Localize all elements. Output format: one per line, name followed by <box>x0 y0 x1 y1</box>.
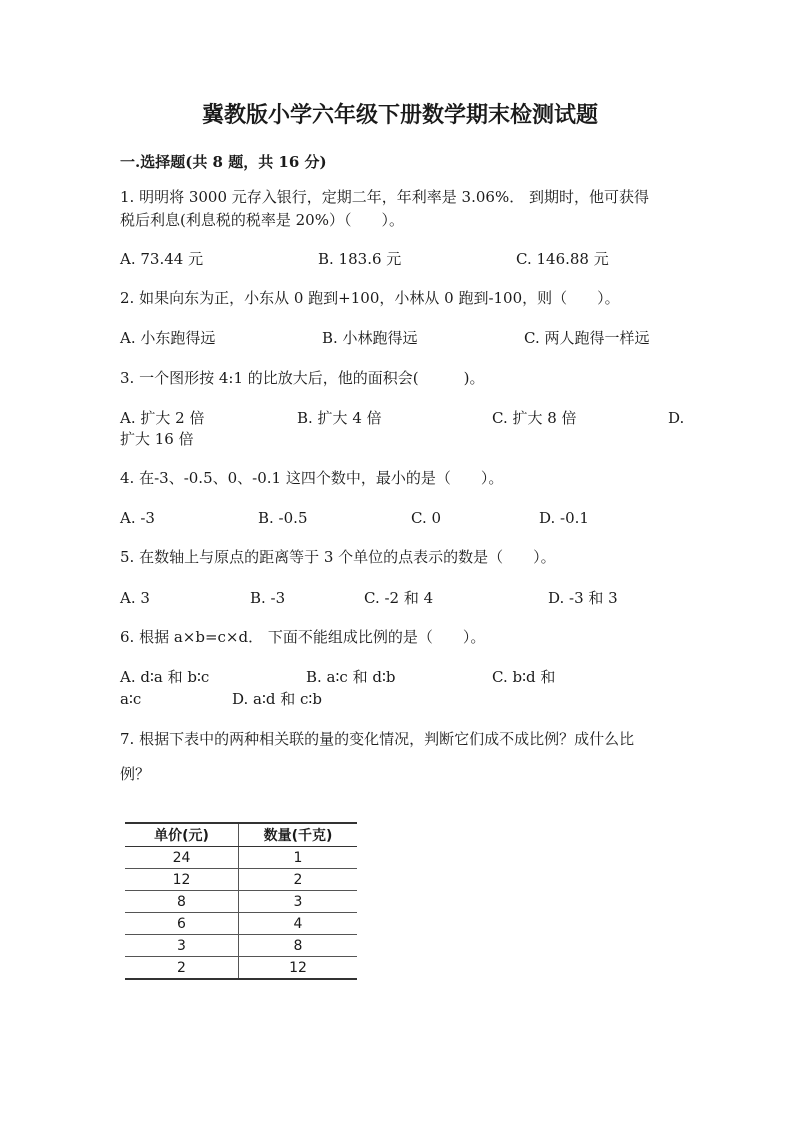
question-4-text: 4. 在-3、-0.5、0、-0.1 这四个数中，最小的是（ ）。 <box>120 469 504 487</box>
question-5-option-d: D. -3 和 3 <box>548 589 618 607</box>
question-3-option-a: A. 扩大 2 倍 <box>120 409 205 427</box>
question-4-option-d: D. -0.1 <box>539 509 589 527</box>
question-2-option-c: C. 两人跑得一样远 <box>524 329 650 347</box>
page-title: 冀教版小学六年级下册数学期末检测试题 <box>201 102 598 128</box>
question-7-line2: 例？ <box>120 765 151 783</box>
table-cell: 4 <box>239 913 358 935</box>
question-2-text: 2. 如果向东为正，小东从 0 跑到+100，小林从 0 跑到-100，则（ ）。 <box>120 289 620 307</box>
table-cell: 8 <box>125 891 239 913</box>
question-3-option-c: C. 扩大 8 倍 <box>492 409 577 427</box>
table-cell: 12 <box>125 869 239 891</box>
table-cell: 3 <box>239 891 358 913</box>
question-6-option-c-line1: C. b∶d 和 <box>492 668 556 686</box>
question-1-option-a: A. 73.44 元 <box>120 250 204 268</box>
question-1-line1: 1. 明明将 3000 元存入银行，定期二年，年利率是 3.06%． 到期时，他可获得 <box>120 188 649 206</box>
table-cell: 1 <box>239 847 358 869</box>
question-5-text: 5. 在数轴上与原点的距离等于 3 个单位的点表示的数是（ ）。 <box>120 548 556 566</box>
question-1-option-b: B. 183.6 元 <box>318 250 402 268</box>
question-5-option-b: B. -3 <box>250 589 286 607</box>
table-row <box>125 913 357 935</box>
table-cell: 24 <box>125 847 239 869</box>
question-5-option-c: C. -2 和 4 <box>364 589 434 607</box>
question-3-option-d-text: 扩大 16 倍 <box>120 430 194 448</box>
question-4-option-c: C. 0 <box>411 509 442 527</box>
question-3-option-d-label: D. <box>668 409 685 427</box>
table-row <box>125 957 357 980</box>
table-row <box>125 891 357 913</box>
table-header-unit-price: 单价(元) <box>125 823 239 847</box>
table-header-row <box>125 823 357 847</box>
question-4-option-b: B. -0.5 <box>258 509 308 527</box>
question-4-option-a: A. -3 <box>120 509 155 527</box>
question-5-option-a: A. 3 <box>120 589 150 607</box>
question-7-line1: 7. 根据下表中的两种相关联的量的变化情况，判断它们成不成比例？成什么比 <box>120 730 635 748</box>
question-3-option-b: B. 扩大 4 倍 <box>297 409 382 427</box>
section-heading: 一.选择题(共 8 题，共 16 分) <box>120 153 327 171</box>
table-cell: 8 <box>239 935 358 957</box>
question-3-text: 3. 一个图形按 4:1 的比放大后，他的面积会( )。 <box>120 369 485 387</box>
price-quantity-table <box>125 822 357 980</box>
table-row <box>125 847 357 869</box>
table-header-quantity: 数量(千克) <box>239 823 358 847</box>
question-2-option-b: B. 小林跑得远 <box>322 329 418 347</box>
question-6-option-d: D. a∶d 和 c∶b <box>232 690 322 708</box>
question-6-text: 6. 根据 a×b=c×d． 下面不能组成比例的是（ ）。 <box>120 628 486 646</box>
question-6-option-c-line2: a∶c <box>120 690 142 708</box>
question-2-option-a: A. 小东跑得远 <box>120 329 216 347</box>
table-cell: 3 <box>125 935 239 957</box>
table-row <box>125 869 357 891</box>
table-cell: 2 <box>239 869 358 891</box>
question-6-option-a: A. d∶a 和 b∶c <box>120 668 210 686</box>
question-1-line2: 税后利息(利息税的税率是 20%）（ ）。 <box>120 211 404 229</box>
table-cell: 12 <box>239 957 358 980</box>
table-row <box>125 935 357 957</box>
table-cell: 6 <box>125 913 239 935</box>
question-6-option-b: B. a∶c 和 d∶b <box>306 668 396 686</box>
table-cell: 2 <box>125 957 239 980</box>
question-1-option-c: C. 146.88 元 <box>516 250 609 268</box>
